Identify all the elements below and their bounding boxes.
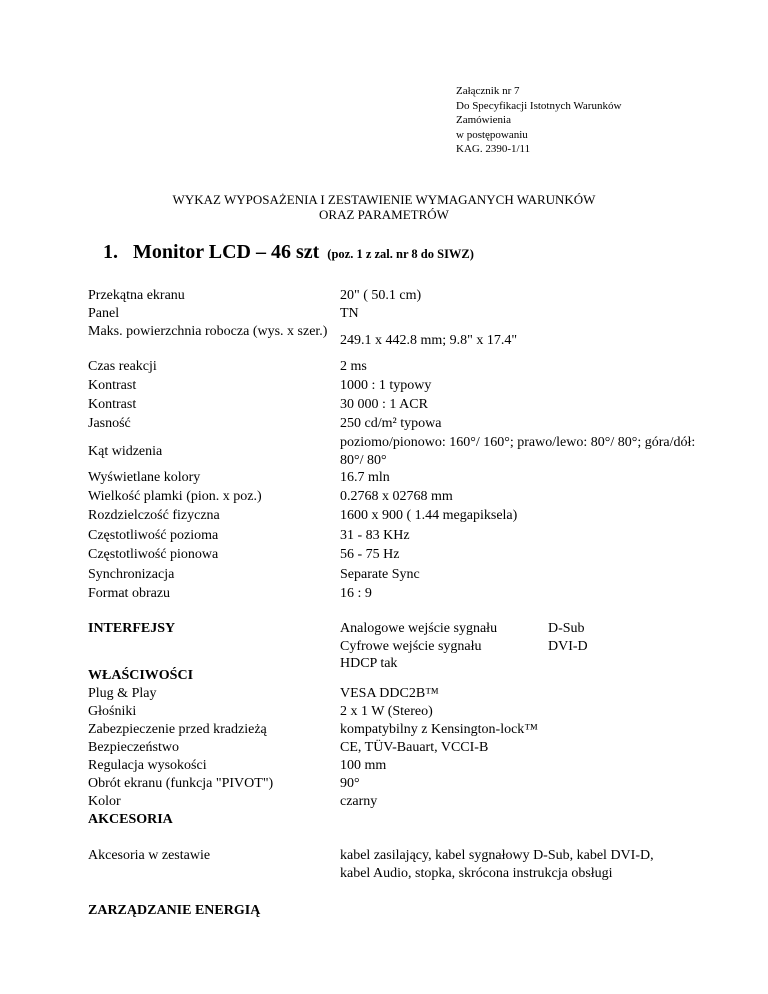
spec-value: 56 - 75 Hz	[340, 547, 400, 562]
spec-value: 1000 : 1 typowy	[340, 378, 432, 393]
annex-line: KAG. 2390-1/11	[456, 143, 531, 155]
spec-label: Kąt widzenia	[88, 444, 163, 459]
feature-value: kompatybilny z Kensington-lock™	[340, 722, 539, 737]
interface-extra: HDCP tak	[340, 656, 398, 671]
spec-value: 20" ( 50.1 cm)	[340, 288, 422, 303]
spec-label: Częstotliwość pionowa	[88, 547, 219, 562]
spec-value: 16 : 9	[340, 586, 372, 601]
heading-line-2: ORAZ PARAMETRÓW	[319, 207, 449, 222]
feature-label: Regulacja wysokości	[88, 758, 207, 773]
annex-line: Załącznik nr 7	[456, 85, 520, 97]
spec-label: Częstotliwość pozioma	[88, 528, 219, 543]
spec-value: 30 000 : 1 ACR	[340, 397, 428, 412]
interface-value: DVI-D	[548, 638, 588, 654]
feature-label: Plug & Play	[88, 686, 157, 701]
section-title	[103, 241, 474, 264]
spec-label: Wielkość plamki (pion. x poz.)	[88, 489, 262, 504]
interface-row	[340, 620, 708, 638]
interfaces-label: INTERFEJSY	[88, 621, 176, 636]
interface-name: Analogowe wejście sygnału	[340, 621, 498, 636]
spec-value: 31 - 83 KHz	[340, 528, 410, 543]
power-label: ZARZĄDZANIE ENERGIĄ	[88, 903, 261, 918]
spec-label: Kontrast	[88, 378, 137, 393]
accessories-row-label: Akcesoria w zestawie	[88, 848, 211, 863]
interface-name: Cyfrowe wejście sygnału	[340, 638, 482, 654]
features-label: WŁAŚCIWOŚCI	[88, 668, 194, 683]
feature-value: 2 x 1 W (Stereo)	[340, 704, 433, 719]
spec-value: poziomo/pionowo: 160°/ 160°; prawo/lewo: 80°/ 80°; góra/dół: 80°/ 80°	[340, 435, 696, 468]
spec-value: Separate Sync	[340, 567, 420, 582]
section-number: 1.	[103, 241, 118, 263]
feature-value: 100 mm	[340, 758, 387, 773]
spec-value: 0.2768 x 02768 mm	[340, 489, 453, 504]
accessories-row-value: kabel zasilający, kabel sygnałowy D-Sub, kabel DVI-D, kabel Audio, stopka, skrócona instrukcja obsługi	[340, 848, 654, 881]
spec-label: Jasność	[88, 416, 131, 431]
spec-label: Panel	[88, 306, 120, 321]
document-heading	[0, 192, 768, 222]
spec-value: 2 ms	[340, 359, 367, 374]
interface-row	[340, 638, 708, 656]
feature-value: 90°	[340, 776, 360, 791]
spec-label: Rozdzielczość fizyczna	[88, 508, 220, 523]
spec-value: TN	[340, 306, 359, 321]
feature-value: VESA DDC2B™	[340, 686, 439, 701]
annex-header	[456, 84, 621, 157]
feature-label: Głośniki	[88, 704, 137, 719]
spec-value: 1600 x 900 ( 1.44 megapiksela)	[340, 508, 518, 523]
spec-label: Maks. powierzchnia robocza (wys. x szer.)	[88, 324, 328, 339]
heading-line-1: WYKAZ WYPOSAŻENIA I ZESTAWIENIE WYMAGANYCH WARUNKÓW	[172, 192, 596, 207]
spec-value: 250 cd/m² typowa	[340, 416, 442, 431]
annex-line: Do Specyfikacji Istotnych Warunków	[456, 99, 622, 112]
spec-label: Czas reakcji	[88, 359, 157, 374]
spec-label: Synchronizacja	[88, 567, 175, 582]
spec-label: Wyświetlane kolory	[88, 470, 201, 485]
feature-label: Kolor	[88, 794, 121, 809]
feature-value: czarny	[340, 794, 378, 809]
feature-value: CE, TÜV-Bauart, VCCI-B	[340, 740, 489, 755]
annex-line: Zamówienia	[456, 114, 511, 126]
spec-value: 249.1 x 442.8 mm; 9.8" x 17.4"	[340, 333, 518, 348]
annex-line: w postępowaniu	[456, 128, 528, 141]
interfaces-values	[340, 620, 708, 673]
spec-label: Format obrazu	[88, 586, 171, 601]
interface-value: D-Sub	[548, 621, 585, 636]
spec-value: 16.7 mln	[340, 470, 390, 485]
spec-label: Kontrast	[88, 397, 137, 412]
section-reference: (poz. 1 z zal. nr 8 do SIWZ)	[327, 247, 474, 261]
feature-label: Obrót ekranu (funkcja "PIVOT")	[88, 776, 274, 791]
feature-label: Zabezpieczenie przed kradzieżą	[88, 722, 267, 737]
spec-label: Przekątna ekranu	[88, 288, 185, 303]
feature-label: Bezpieczeństwo	[88, 740, 179, 755]
accessories-label: AKCESORIA	[88, 812, 173, 827]
section-title-text: Monitor LCD – 46 szt	[133, 241, 320, 263]
